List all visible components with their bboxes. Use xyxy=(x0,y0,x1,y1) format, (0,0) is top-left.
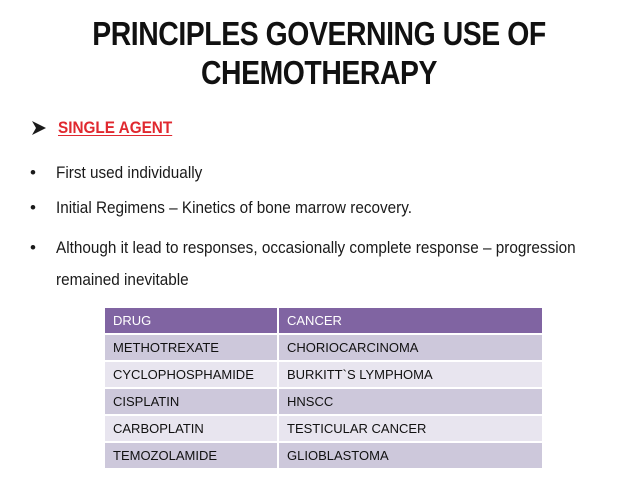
bullet-marker: • xyxy=(30,198,36,217)
table-cell-cancer: CHORIOCARCINOMA xyxy=(278,334,542,361)
table-row xyxy=(105,415,542,442)
table-cell-drug: METHOTREXATE xyxy=(105,334,278,361)
bullet-text-continuation: remained inevitable xyxy=(56,270,189,289)
table-row xyxy=(105,388,542,415)
bullet-text: Although it lead to responses, occasionally complete response – progression xyxy=(56,238,576,257)
table-row xyxy=(105,334,542,361)
subheading-label: SINGLE AGENT xyxy=(58,118,173,137)
table-cell-cancer: HNSCC xyxy=(278,388,542,415)
subheading xyxy=(30,116,185,140)
table-cell-drug: CYCLOPHOSPHAMIDE xyxy=(105,361,278,388)
table-header-drug: DRUG xyxy=(105,308,278,334)
table-cell-cancer: GLIOBLASTOMA xyxy=(278,442,542,469)
table-row xyxy=(105,361,542,388)
title-line-1: PRINCIPLES GOVERNING USE OF xyxy=(92,15,546,52)
table-cell-cancer: TESTICULAR CANCER xyxy=(278,415,542,442)
title-line-2: CHEMOTHERAPY xyxy=(200,54,438,91)
bullet-text: First used individually xyxy=(56,163,203,182)
table-header-cancer: CANCER xyxy=(278,308,542,334)
bullet-marker: • xyxy=(30,238,36,257)
drug-cancer-table xyxy=(105,308,542,470)
bullet-text: Initial Regimens – Kinetics of bone marrow recovery. xyxy=(56,198,413,217)
table-cell-drug: CISPLATIN xyxy=(105,388,278,415)
slide-title xyxy=(45,14,594,92)
table-row xyxy=(105,442,542,469)
table-cell-drug: CARBOPLATIN xyxy=(105,415,278,442)
table-header-row xyxy=(105,308,542,334)
table-cell-cancer: BURKITT`S LYMPHOMA xyxy=(278,361,542,388)
bullet-marker: • xyxy=(30,163,36,182)
arrow-bullet-icon xyxy=(30,119,48,137)
table-cell-drug: TEMOZOLAMIDE xyxy=(105,442,278,469)
